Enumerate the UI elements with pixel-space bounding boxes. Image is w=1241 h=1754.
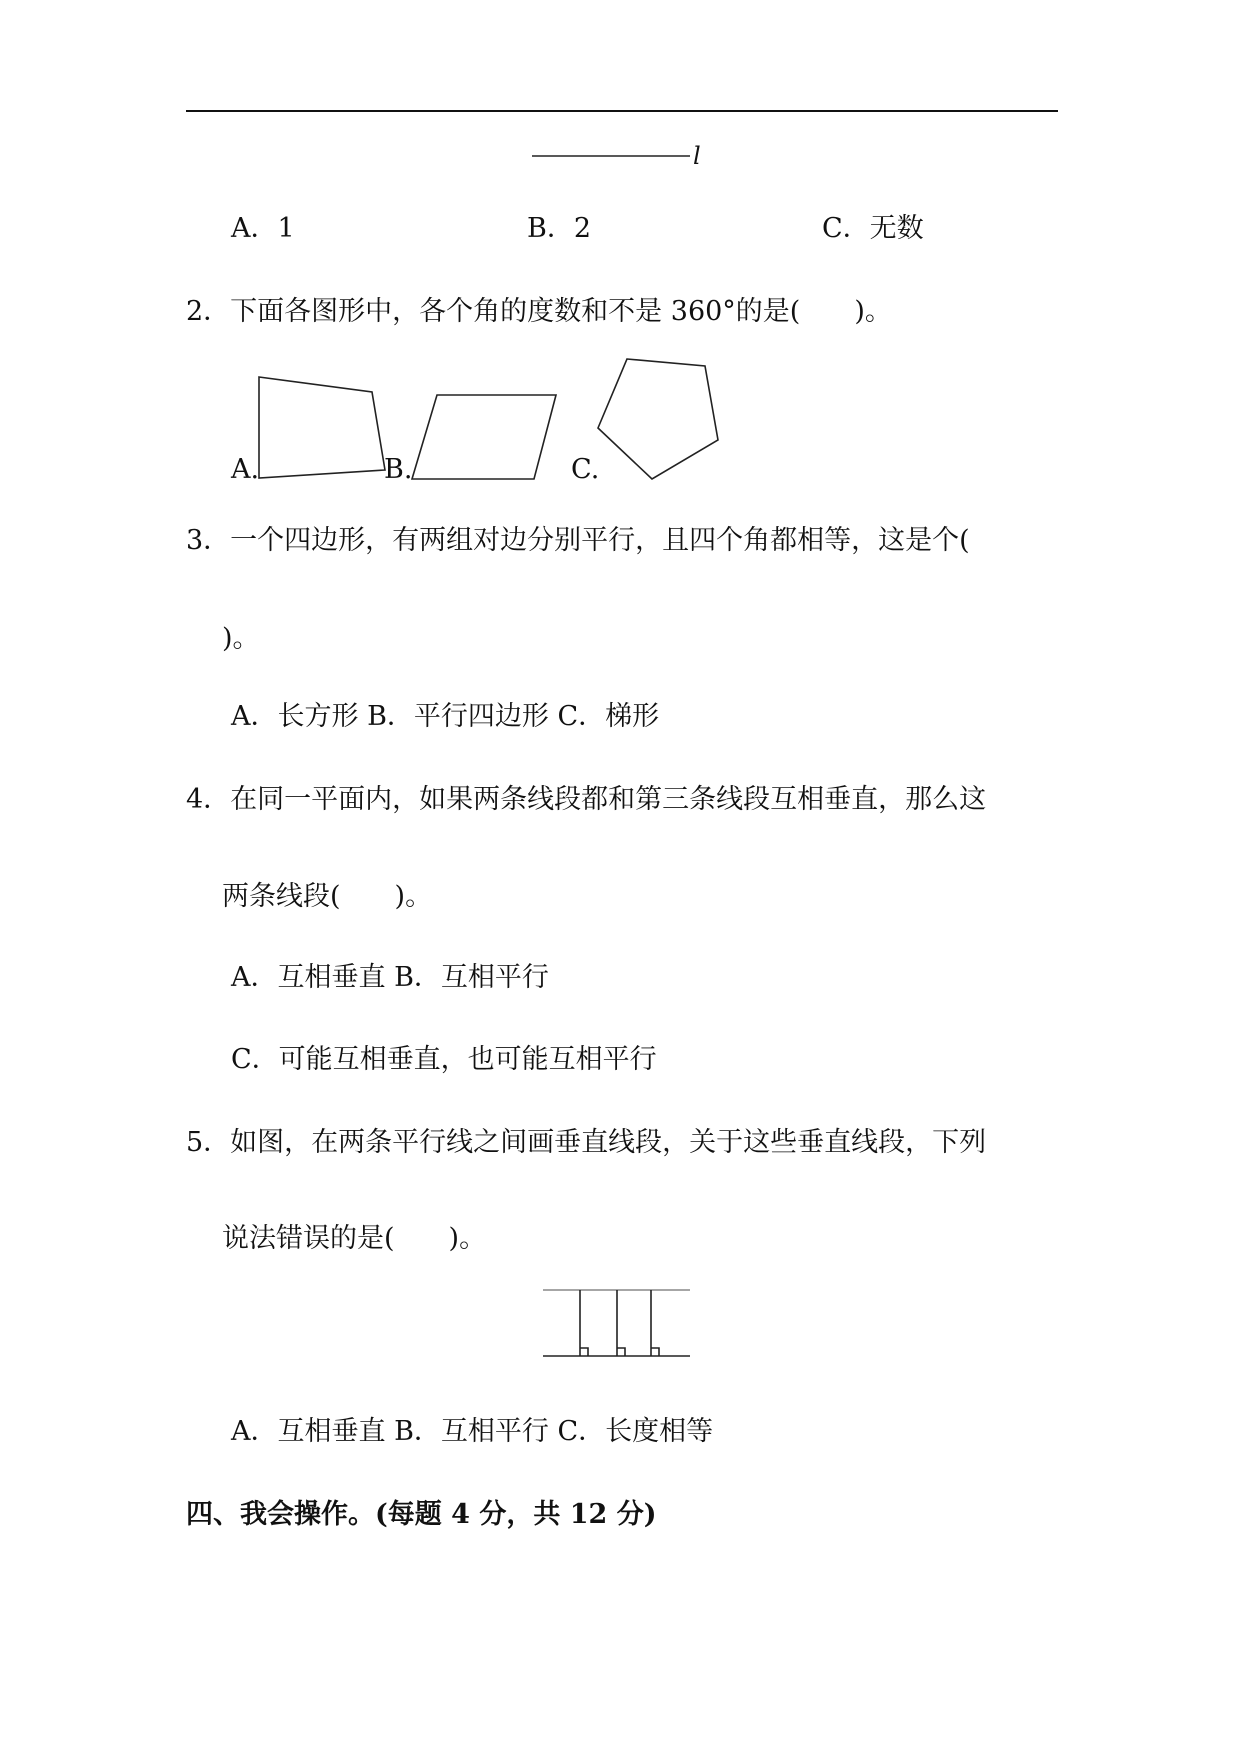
q4-options-line2[interactable]: C．可能互相垂直，也可能互相平行 — [231, 1044, 657, 1075]
q2-figure-label-c[interactable]: C. — [571, 454, 600, 485]
q5-stem-line2: 说法错误的是( )。 — [222, 1223, 487, 1254]
section-heading: 四、我会操作。(每题 4 分，共 12 分) — [186, 1499, 657, 1530]
right-angle-mark — [580, 1348, 588, 1356]
q4-options-line1[interactable]: A．互相垂直 B．互相平行 — [231, 962, 549, 993]
q1-option-a[interactable]: A．1 — [231, 213, 295, 244]
q4-stem-line2: 两条线段( )。 — [222, 881, 433, 912]
q1-option-c[interactable]: C．无数 — [822, 213, 924, 244]
q2-figure-label-b[interactable]: B. — [384, 454, 413, 485]
right-angle-mark — [617, 1348, 625, 1356]
q5-options[interactable]: A．互相垂直 B．互相平行 C．长度相等 — [231, 1416, 714, 1447]
q2-stem: 2．下面各图形中，各个角的度数和不是 360°的是( )。 — [186, 296, 892, 327]
q3-options[interactable]: A．长方形 B．平行四边形 C．梯形 — [231, 701, 660, 732]
q3-stem-line1: 3．一个四边形，有两组对边分别平行，且四个角都相等，这是个( — [186, 525, 970, 556]
q3-stem-line2: )。 — [222, 623, 260, 654]
q4-stem-line1: 4．在同一平面内，如果两条线段都和第三条线段互相垂直，那么这 — [186, 784, 987, 815]
q2-figure-label-a[interactable]: A. — [231, 454, 260, 485]
q1-option-b[interactable]: B．2 — [527, 213, 592, 244]
line-l-label: l — [693, 142, 701, 170]
right-angle-mark — [651, 1348, 659, 1356]
q5-stem-line1: 5．如图，在两条平行线之间画垂直线段，关于这些垂直线段，下列 — [186, 1127, 987, 1158]
